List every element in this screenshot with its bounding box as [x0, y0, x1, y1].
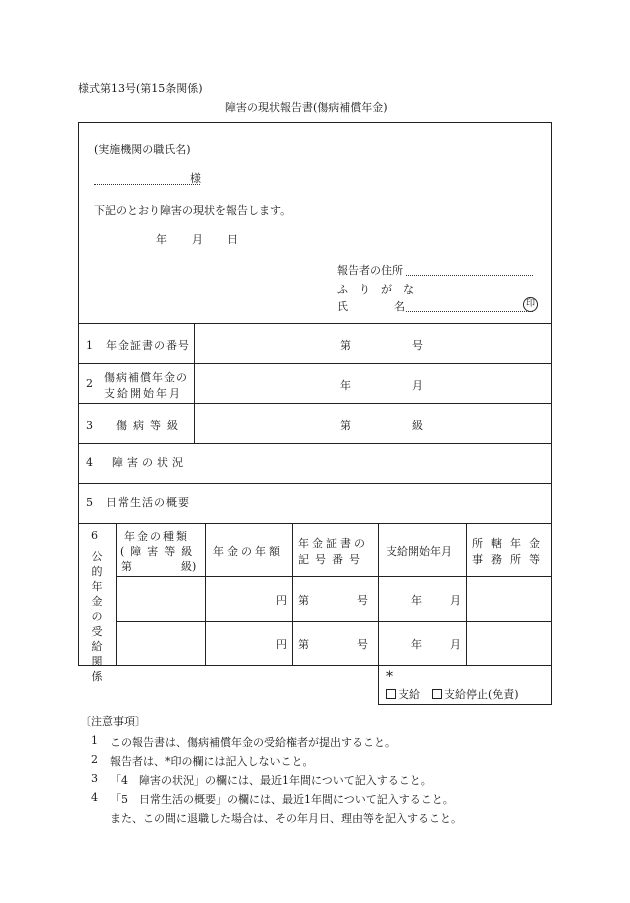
row1-yen: 円: [276, 594, 287, 607]
form-number: 様式第13号(第15条関係): [78, 82, 203, 95]
row1-go: 号: [357, 594, 368, 607]
addressee-field[interactable]: [94, 184, 200, 185]
notes-title: 〔注意事項〕: [80, 715, 146, 728]
item2-unit-month: 月: [412, 379, 423, 392]
form-title: 障害の現状報告書(傷病補償年金): [225, 101, 388, 114]
note-number: 3: [91, 772, 98, 785]
item5-label: 5 日常生活の概要: [86, 496, 190, 509]
header-pension-type-line1: 年金の種類: [124, 530, 189, 543]
header-start-date: 支給開始年月: [386, 545, 452, 558]
item2-unit-year: 年: [340, 379, 351, 392]
row1-dai: 第: [298, 594, 309, 607]
option-payment-label: 支給: [398, 688, 420, 701]
item1-unit-go: 号: [412, 339, 423, 352]
date-year-label: 年: [156, 233, 167, 246]
item2-label-line2: 支給開始年月: [104, 387, 182, 400]
note-text: この報告書は、傷病補償年金の受給権者が提出すること。: [110, 736, 396, 749]
item1-label: 1 年金証書の番号: [86, 339, 190, 352]
addressee-label: (実施機関の職氏名): [94, 143, 191, 156]
header-annual-amount: 年金の年額: [213, 545, 283, 558]
header-pension-type-line2: (障害等級: [120, 545, 199, 558]
header-pension-type-line3a: 第: [121, 560, 132, 573]
note-text: 「5 日常生活の概要」の欄には、最近1年間について記入すること。: [110, 793, 454, 806]
office-use-mark: *: [386, 669, 393, 685]
header-pension-type-line3b: 級): [181, 560, 197, 573]
note-text: 「4 障害の状況」の欄には、最近1年間について記入すること。: [110, 774, 432, 787]
header-office-line1: 所轄年金: [472, 537, 548, 550]
item3-unit-dai: 第: [340, 419, 351, 432]
honorific: 様: [190, 172, 201, 185]
date-day-label: 日: [227, 233, 238, 246]
header-office-line2: 事務所等: [472, 553, 548, 566]
option-suspended-label: 支給停止(免責): [444, 688, 519, 701]
item2-label-line1: 傷病補償年金の: [104, 371, 188, 384]
note-number: 2: [91, 753, 98, 766]
row1-month: 月: [450, 594, 461, 607]
note-text: 報告者は、*印の欄には記入しないこと。: [110, 755, 314, 768]
option-payment[interactable]: [386, 686, 420, 702]
item6-number: 6: [91, 529, 98, 542]
item1-unit-dai: 第: [340, 339, 351, 352]
row1-year: 年: [411, 594, 422, 607]
item4-label: 4 障害の状況: [86, 456, 187, 469]
intro-text: 下記のとおり障害の現状を報告します。: [94, 204, 292, 217]
item3-label: 3 傷病等級: [86, 419, 184, 432]
checkbox-icon: [432, 689, 442, 699]
checkbox-icon: [386, 689, 396, 699]
header-cert-line1: 年金証書の: [298, 537, 368, 550]
date-month-label: 月: [192, 233, 203, 246]
note-continuation: また、この間に退職した場合は、その年月日、理由等を記入すること。: [110, 812, 462, 825]
reporter-address-field[interactable]: [406, 275, 533, 276]
item6-side-label: 公的年金の受給関係: [91, 550, 103, 683]
name-label: 氏名: [337, 300, 451, 313]
row2-month: 月: [450, 638, 461, 651]
note-number: 4: [91, 791, 98, 804]
reporter-address-label: 報告者の住所: [337, 264, 403, 277]
seal-mark: 印: [523, 297, 538, 312]
furigana-label: ふりがな: [337, 283, 425, 296]
row2-yen: 円: [276, 638, 287, 651]
name-field[interactable]: [406, 311, 533, 312]
note-number: 1: [91, 734, 98, 747]
item2-number: 2: [86, 377, 93, 390]
item3-unit-kyu: 級: [412, 419, 423, 432]
row2-dai: 第: [298, 638, 309, 651]
header-cert-line2: 記号番号: [298, 553, 366, 566]
row2-go: 号: [357, 638, 368, 651]
option-suspended[interactable]: [432, 686, 519, 702]
row2-year: 年: [411, 638, 422, 651]
